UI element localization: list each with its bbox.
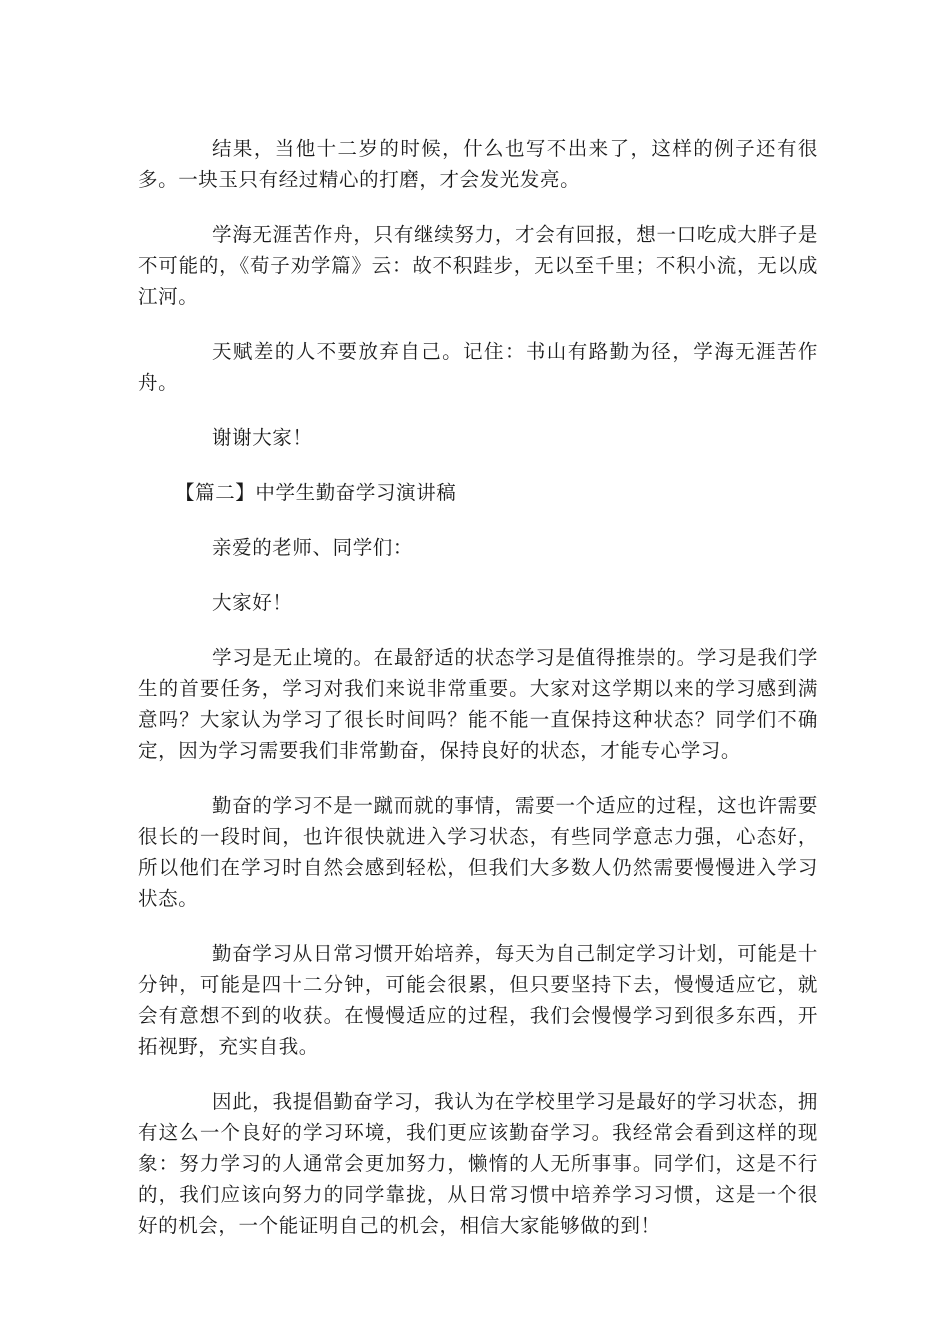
body-paragraph-1: 学习是无止境的。在最舒适的状态学习是值得推崇的。学习是我们学生的首要任务，学习对我们来说非常重要。大家对这学期以来的学习感到满意吗？大家认为学习了很长时间吗？能不能一直保持这种状态？同学们不确定，因为学习需要我们非常勤奋，保持良好的状态，才能专心学习。 — [138, 646, 818, 762]
closing-thanks: 谢谢大家！ — [212, 426, 313, 449]
body-paragraph-4: 因此，我提倡勤奋学习，我认为在学校里学习是最好的学习状态，拥有这么一个良好的学习环境，我们更应该勤奋学习。我经常会看到这样的现象：努力学习的人通常会更加努力，懒惰的人无所事事。同学们，这是不行的，我们应该向努力的同学靠拢，从日常习惯中培养学习习惯，这是一个很好的机会，一个能证明自己的机会，相信大家能够做的到！ — [138, 1090, 818, 1237]
body-paragraph-2: 勤奋的学习不是一蹴而就的事情，需要一个适应的过程，这也许需要很长的一段时间，也许很快就进入学习状态，有些同学意志力强，心态好，所以他们在学习时自然会感到轻松，但我们大多数人仍然需要慢慢进入学习状态。 — [138, 794, 818, 910]
paragraph-3: 天赋差的人不要放弃自己。记住：书山有路勤为径，学海无涯苦作舟。 — [138, 340, 818, 394]
greeting: 大家好！ — [212, 591, 293, 614]
body-paragraph-3: 勤奋学习从日常习惯开始培养，每天为自己制定学习计划，可能是十分钟，可能是四十二分钟，可能会很累，但只要坚持下去，慢慢适应它，就会有意想不到的收获。在慢慢适应的过程，我们会慢慢学习到很多东西，开拓视野，充实自我。 — [138, 942, 818, 1058]
document-body — [138, 133, 818, 1265]
salutation: 亲爱的老师、同学们： — [212, 536, 414, 559]
section-heading: 【篇二】中学生勤奋学习演讲稿 — [175, 481, 457, 504]
paragraph-1: 结果，当他十二岁的时候，什么也写不出来了，这样的例子还有很多。一块玉只有经过精心的打磨，才会发光发亮。 — [138, 137, 818, 191]
paragraph-2: 学海无涯苦作舟，只有继续努力，才会有回报，想一口吃成大胖子是不可能的，《荀子劝学篇》云：故不积跬步，无以至千里；不积小流，无以成江河。 — [138, 223, 818, 308]
